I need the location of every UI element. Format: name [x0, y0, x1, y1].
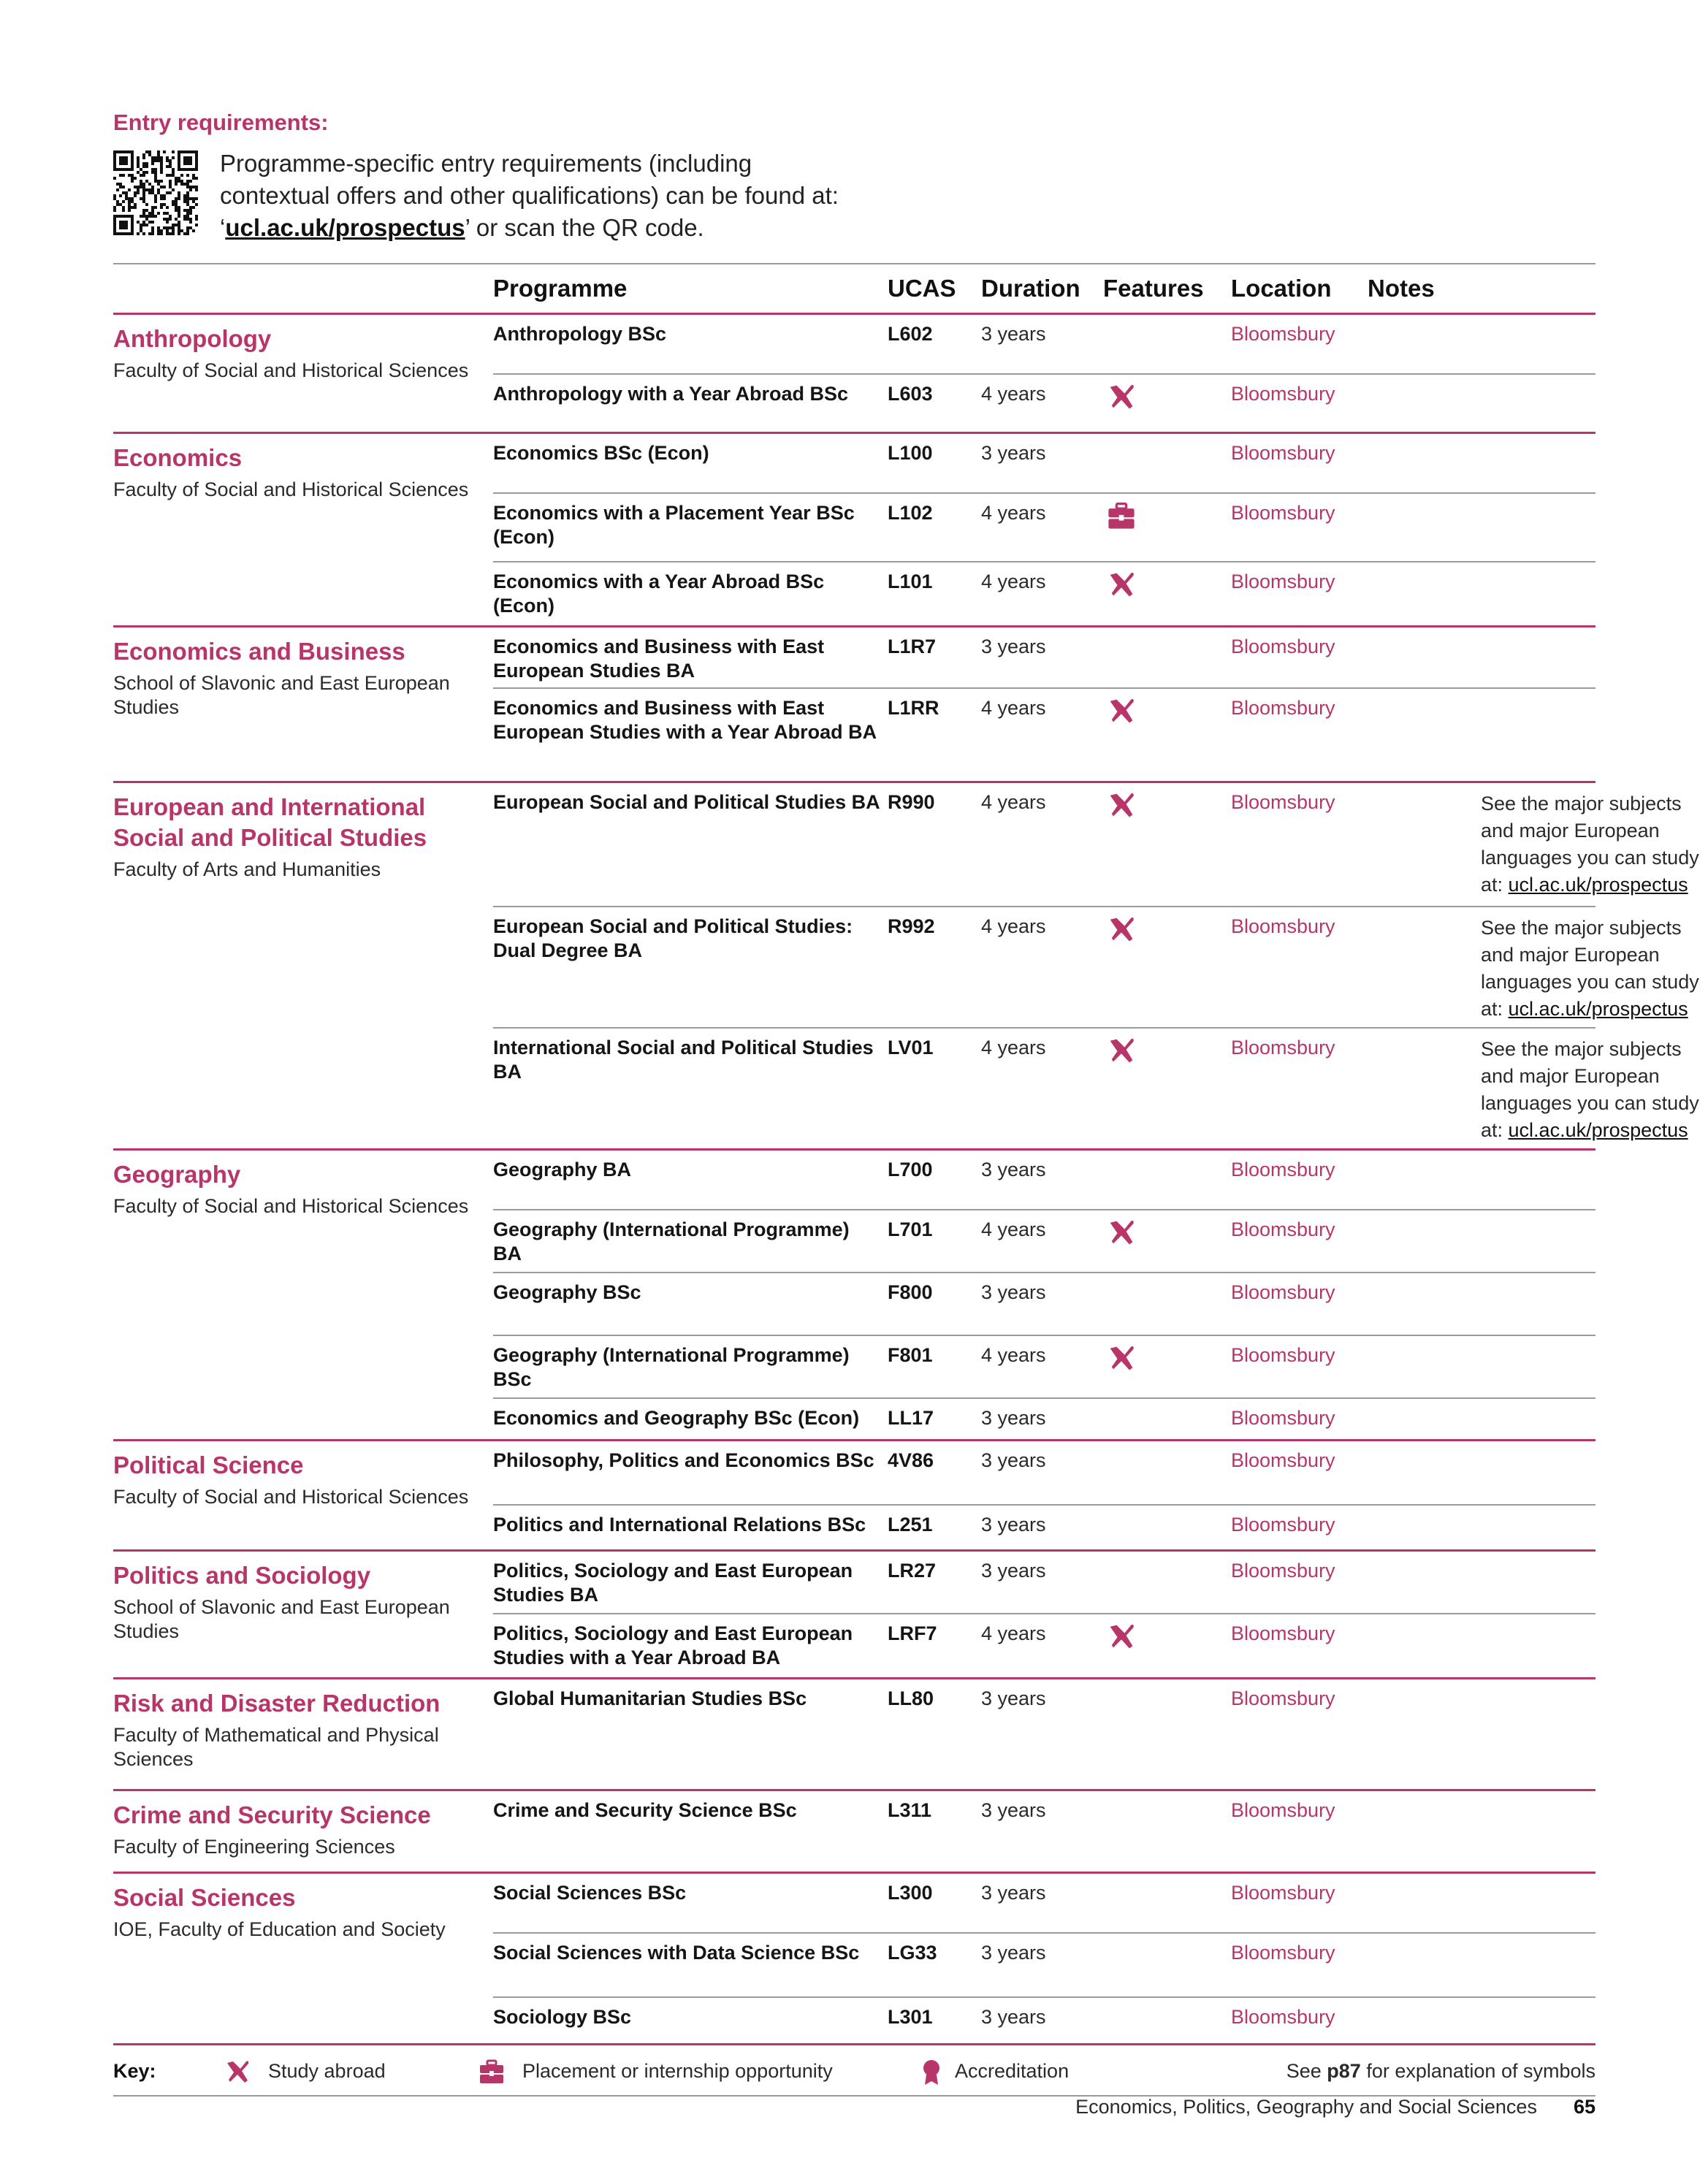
duration: 3 years [981, 1687, 1046, 1709]
location: Bloomsbury [1231, 1037, 1335, 1058]
table-row [493, 906, 1699, 1027]
ucas-code: L602 [888, 323, 933, 345]
duration: 3 years [981, 636, 1046, 657]
table-row [493, 1209, 1595, 1272]
briefcase-icon [1105, 500, 1137, 532]
duration: 4 years [981, 791, 1046, 813]
duration: 3 years [981, 1281, 1046, 1303]
programme-name[interactable]: Economics and Geography BSc (Econ) [493, 1407, 860, 1429]
table-row [493, 1679, 1595, 1789]
location: Bloomsbury [1231, 502, 1335, 524]
group-label [113, 1688, 479, 1771]
programme-name[interactable]: Social Sciences with Data Science BSc [493, 1942, 860, 1964]
programme-name[interactable]: Economics BSc (Econ) [493, 442, 709, 464]
subject-title[interactable]: Risk and Disaster Reduction [113, 1690, 441, 1717]
location: Bloomsbury [1231, 697, 1335, 719]
duration: 3 years [981, 1560, 1046, 1582]
subject-title[interactable]: Geography [113, 1161, 241, 1188]
location: Bloomsbury [1231, 791, 1335, 813]
table-row [493, 315, 1595, 373]
group-label [113, 1800, 479, 1859]
ucas-code: LRF7 [888, 1622, 937, 1644]
faculty-name: Faculty of Mathematical and Physical Sciences [113, 1724, 439, 1770]
faculty-name: Faculty of Social and Historical Sciences [113, 1195, 469, 1217]
group-label [113, 792, 479, 882]
ucas-code: R990 [888, 791, 935, 813]
table-row [493, 1504, 1595, 1549]
subject-title[interactable]: Crime and Security Science [113, 1801, 431, 1828]
location: Bloomsbury [1231, 323, 1335, 345]
header-ucas: UCAS [888, 275, 956, 302]
programme-name[interactable]: Politics, Sociology and East European Studies BA [493, 1560, 853, 1606]
location: Bloomsbury [1231, 442, 1335, 464]
table-row [493, 1151, 1595, 1209]
duration: 3 years [981, 1799, 1046, 1821]
faculty-name: Faculty of Social and Historical Sciences [113, 478, 469, 500]
location: Bloomsbury [1231, 1687, 1335, 1709]
notes-prospectus-link[interactable]: ucl.ac.uk/prospectus [1508, 1119, 1688, 1141]
programme-name[interactable]: European Social and Political Studies BA [493, 791, 880, 813]
notes [1481, 1036, 1708, 1144]
plane-icon [1105, 568, 1137, 600]
key-label: Key: [113, 2060, 156, 2082]
programme-table [113, 315, 1699, 2045]
faculty-name: Faculty of Social and Historical Sciences [113, 1486, 469, 1508]
table-row [493, 627, 1595, 687]
table-row [493, 1272, 1595, 1335]
group-social-sciences [113, 1874, 1595, 2045]
ucas-code: LG33 [888, 1942, 937, 1964]
entry-requirements-title: Entry requirements: [113, 110, 329, 135]
location: Bloomsbury [1231, 383, 1335, 405]
programme-name[interactable]: Anthropology with a Year Abroad BSc [493, 383, 849, 405]
header-location: Location [1231, 275, 1332, 302]
header-duration: Duration [981, 275, 1080, 302]
location: Bloomsbury [1231, 1218, 1335, 1240]
table-header [113, 264, 1595, 315]
group-geography [113, 1151, 1595, 1441]
ucas-code: LR27 [888, 1560, 937, 1582]
ucas-code: L603 [888, 383, 933, 405]
ucas-code: L102 [888, 502, 933, 524]
ucas-code: LV01 [888, 1037, 934, 1058]
plane-icon [1105, 913, 1137, 945]
group-label [113, 443, 479, 502]
notes-text: See the major subjects and major European languages you can study at: [1481, 1038, 1699, 1141]
footer-section: Economics, Politics, Geography and Social Sciences [1075, 2096, 1537, 2118]
duration: 4 years [981, 502, 1046, 524]
table-row [493, 1932, 1595, 1996]
programme-name[interactable]: International Social and Political Studies BA [493, 1037, 874, 1083]
duration: 4 years [981, 915, 1046, 937]
page [113, 110, 1699, 2097]
entry-requirements [113, 148, 1595, 244]
table-row [493, 1552, 1595, 1613]
ucas-code: L301 [888, 2006, 933, 2028]
subject-title[interactable]: European and International Social and Political Studies [113, 793, 427, 851]
header-programme: Programme [493, 275, 628, 302]
location: Bloomsbury [1231, 1622, 1335, 1644]
duration: 4 years [981, 571, 1046, 592]
duration: 3 years [981, 1449, 1046, 1471]
location: Bloomsbury [1231, 1281, 1335, 1303]
group-politics-and-sociology [113, 1552, 1595, 1679]
table-row [493, 1441, 1595, 1504]
ucas-code: F800 [888, 1281, 933, 1303]
faculty-name: Faculty of Social and Historical Sciences [113, 359, 469, 381]
duration: 4 years [981, 1218, 1046, 1240]
ucas-code: L251 [888, 1514, 933, 1536]
programme-name[interactable]: European Social and Political Studies: Dual Degree BA [493, 915, 853, 961]
key-see-note [1286, 2060, 1595, 2083]
duration: 3 years [981, 2006, 1046, 2028]
plane-icon [1105, 1034, 1137, 1067]
ucas-code: 4V86 [888, 1449, 934, 1471]
entry-requirements-text [220, 148, 863, 244]
programme-name[interactable]: Geography BSc [493, 1281, 641, 1303]
table-row [493, 1874, 1595, 1932]
ucas-code: L101 [888, 571, 933, 592]
subject-title[interactable]: Social Sciences [113, 1884, 296, 1911]
entry-text-before: Programme-specific entry requirements (including contextual offers and other qualifications) can be found at: ‘ [220, 150, 839, 241]
qr-code-icon[interactable] [113, 150, 198, 235]
ucas-code: R992 [888, 915, 935, 937]
header-features: Features [1103, 275, 1204, 302]
programme-name[interactable]: Geography (International Programme) BA [493, 1218, 850, 1264]
plane-icon [1105, 1342, 1137, 1374]
table-row [493, 492, 1595, 561]
key-legend [113, 2045, 1595, 2097]
duration: 3 years [981, 1882, 1046, 1904]
group-economics-and-business [113, 627, 1595, 783]
table-row [493, 1791, 1595, 1872]
table-row [493, 1996, 1595, 2043]
programme-name[interactable]: Social Sciences BSc [493, 1882, 687, 1904]
key-study-abroad: Study abroad [268, 2060, 386, 2082]
table-row [493, 687, 1595, 781]
duration: 3 years [981, 1514, 1046, 1536]
subject-title[interactable]: Economics and Business [113, 638, 405, 665]
duration: 4 years [981, 697, 1046, 719]
duration: 3 years [981, 323, 1046, 345]
programme-name[interactable]: Economics with a Placement Year BSc (Econ) [493, 502, 855, 548]
group-european-and-international-social-and-political-studies [113, 783, 1699, 1151]
ucas-code: LL80 [888, 1687, 934, 1709]
page-footer [1075, 2096, 1595, 2118]
key-placement: Placement or internship opportunity [522, 2060, 833, 2082]
notes-text: See the major subjects and major European languages you can study at: [1481, 917, 1699, 1020]
duration: 3 years [981, 1407, 1046, 1429]
location: Bloomsbury [1231, 636, 1335, 657]
key-accreditation: Accreditation [955, 2060, 1070, 2082]
location: Bloomsbury [1231, 915, 1335, 937]
table-row [493, 783, 1699, 906]
subject-title[interactable]: Political Science [113, 1451, 304, 1479]
duration: 4 years [981, 1037, 1046, 1058]
group-economics [113, 434, 1595, 627]
key-see-before: See [1286, 2060, 1327, 2082]
plane-icon [1105, 1620, 1137, 1652]
programme-name[interactable]: Politics and International Relations BSc [493, 1514, 866, 1536]
faculty-name: Faculty of Arts and Humanities [113, 858, 381, 880]
notes [1481, 915, 1708, 1023]
duration: 4 years [981, 1622, 1046, 1644]
ucas-code: L311 [888, 1799, 932, 1821]
programme-name[interactable]: Crime and Security Science BSc [493, 1799, 797, 1821]
entry-text-after: ’ or scan the QR code. [465, 214, 704, 241]
plane-icon [1105, 789, 1137, 821]
ucas-code: L300 [888, 1882, 933, 1904]
programme-name[interactable]: Global Humanitarian Studies BSc [493, 1687, 807, 1709]
table-row [493, 561, 1595, 625]
programme-name[interactable]: Philosophy, Politics and Economics BSc [493, 1449, 874, 1471]
duration: 4 years [981, 383, 1046, 405]
plane-icon [1105, 1216, 1137, 1248]
programme-name[interactable]: Sociology BSc [493, 2006, 632, 2028]
group-label [113, 636, 479, 720]
notes-prospectus-link[interactable]: ucl.ac.uk/prospectus [1508, 874, 1688, 896]
table-row [493, 373, 1595, 432]
location: Bloomsbury [1231, 2006, 1335, 2028]
group-label [113, 1882, 479, 1942]
subject-title[interactable]: Economics [113, 444, 243, 471]
page-number: 65 [1573, 2096, 1595, 2118]
location: Bloomsbury [1231, 1560, 1335, 1582]
group-label [113, 324, 479, 383]
prospectus-link[interactable]: ucl.ac.uk/prospectus [225, 214, 465, 241]
programme-name[interactable]: Geography BA [493, 1159, 632, 1180]
faculty-name: Faculty of Engineering Sciences [113, 1836, 395, 1858]
ucas-code: L700 [888, 1159, 933, 1180]
group-risk-and-disaster-reduction [113, 1679, 1595, 1791]
group-crime-and-security-science [113, 1791, 1595, 1874]
subject-title[interactable]: Politics and Sociology [113, 1562, 371, 1589]
plane-icon [1105, 381, 1137, 413]
group-political-science [113, 1441, 1595, 1552]
rosette-icon [917, 2057, 946, 2086]
programme-name[interactable]: Economics and Business with East European Studies BA [493, 636, 825, 682]
plane-icon [1105, 695, 1137, 727]
notes [1481, 790, 1708, 899]
header-notes: Notes [1368, 275, 1435, 302]
briefcase-icon [477, 2057, 506, 2086]
faculty-name: IOE, Faculty of Education and Society [113, 1918, 446, 1940]
table-row [493, 1613, 1595, 1677]
key-see-page[interactable]: p87 [1327, 2060, 1361, 2082]
programme-name[interactable]: Geography (International Programme) BSc [493, 1344, 850, 1390]
location: Bloomsbury [1231, 1449, 1335, 1471]
ucas-code: L701 [888, 1218, 933, 1240]
programme-name[interactable]: Economics with a Year Abroad BSc (Econ) [493, 571, 825, 617]
table-row [493, 1397, 1595, 1439]
ucas-code: L1R7 [888, 636, 937, 657]
notes-text: See the major subjects and major European languages you can study at: [1481, 793, 1699, 896]
group-label [113, 1450, 479, 1509]
faculty-name: School of Slavonic and East European Studies [113, 1596, 450, 1642]
ucas-code: L100 [888, 442, 933, 464]
group-label [113, 1560, 479, 1644]
programme-name[interactable]: Politics, Sociology and East European Studies with a Year Abroad BA [493, 1622, 853, 1668]
duration: 3 years [981, 1942, 1046, 1964]
group-anthropology [113, 315, 1595, 434]
table-row [493, 1027, 1699, 1148]
duration: 3 years [981, 1159, 1046, 1180]
location: Bloomsbury [1231, 1942, 1335, 1964]
location: Bloomsbury [1231, 1882, 1335, 1904]
duration: 4 years [981, 1344, 1046, 1366]
table-row [493, 434, 1595, 492]
ucas-code: F801 [888, 1344, 933, 1366]
programme-name[interactable]: Anthropology BSc [493, 323, 666, 345]
table-row [493, 1335, 1595, 1397]
subject-title[interactable]: Anthropology [113, 325, 272, 352]
ucas-code: L1RR [888, 697, 939, 719]
faculty-name: School of Slavonic and East European Studies [113, 672, 450, 718]
key-see-after: for explanation of symbols [1360, 2060, 1595, 2082]
plane-icon [223, 2057, 252, 2086]
location: Bloomsbury [1231, 1159, 1335, 1180]
ucas-code: LL17 [888, 1407, 934, 1429]
location: Bloomsbury [1231, 1514, 1335, 1536]
location: Bloomsbury [1231, 1799, 1335, 1821]
location: Bloomsbury [1231, 1344, 1335, 1366]
duration: 3 years [981, 442, 1046, 464]
programme-name[interactable]: Economics and Business with East European Studies with a Year Abroad BA [493, 697, 877, 743]
notes-prospectus-link[interactable]: ucl.ac.uk/prospectus [1508, 998, 1688, 1020]
location: Bloomsbury [1231, 1407, 1335, 1429]
group-label [113, 1159, 479, 1218]
location: Bloomsbury [1231, 571, 1335, 592]
